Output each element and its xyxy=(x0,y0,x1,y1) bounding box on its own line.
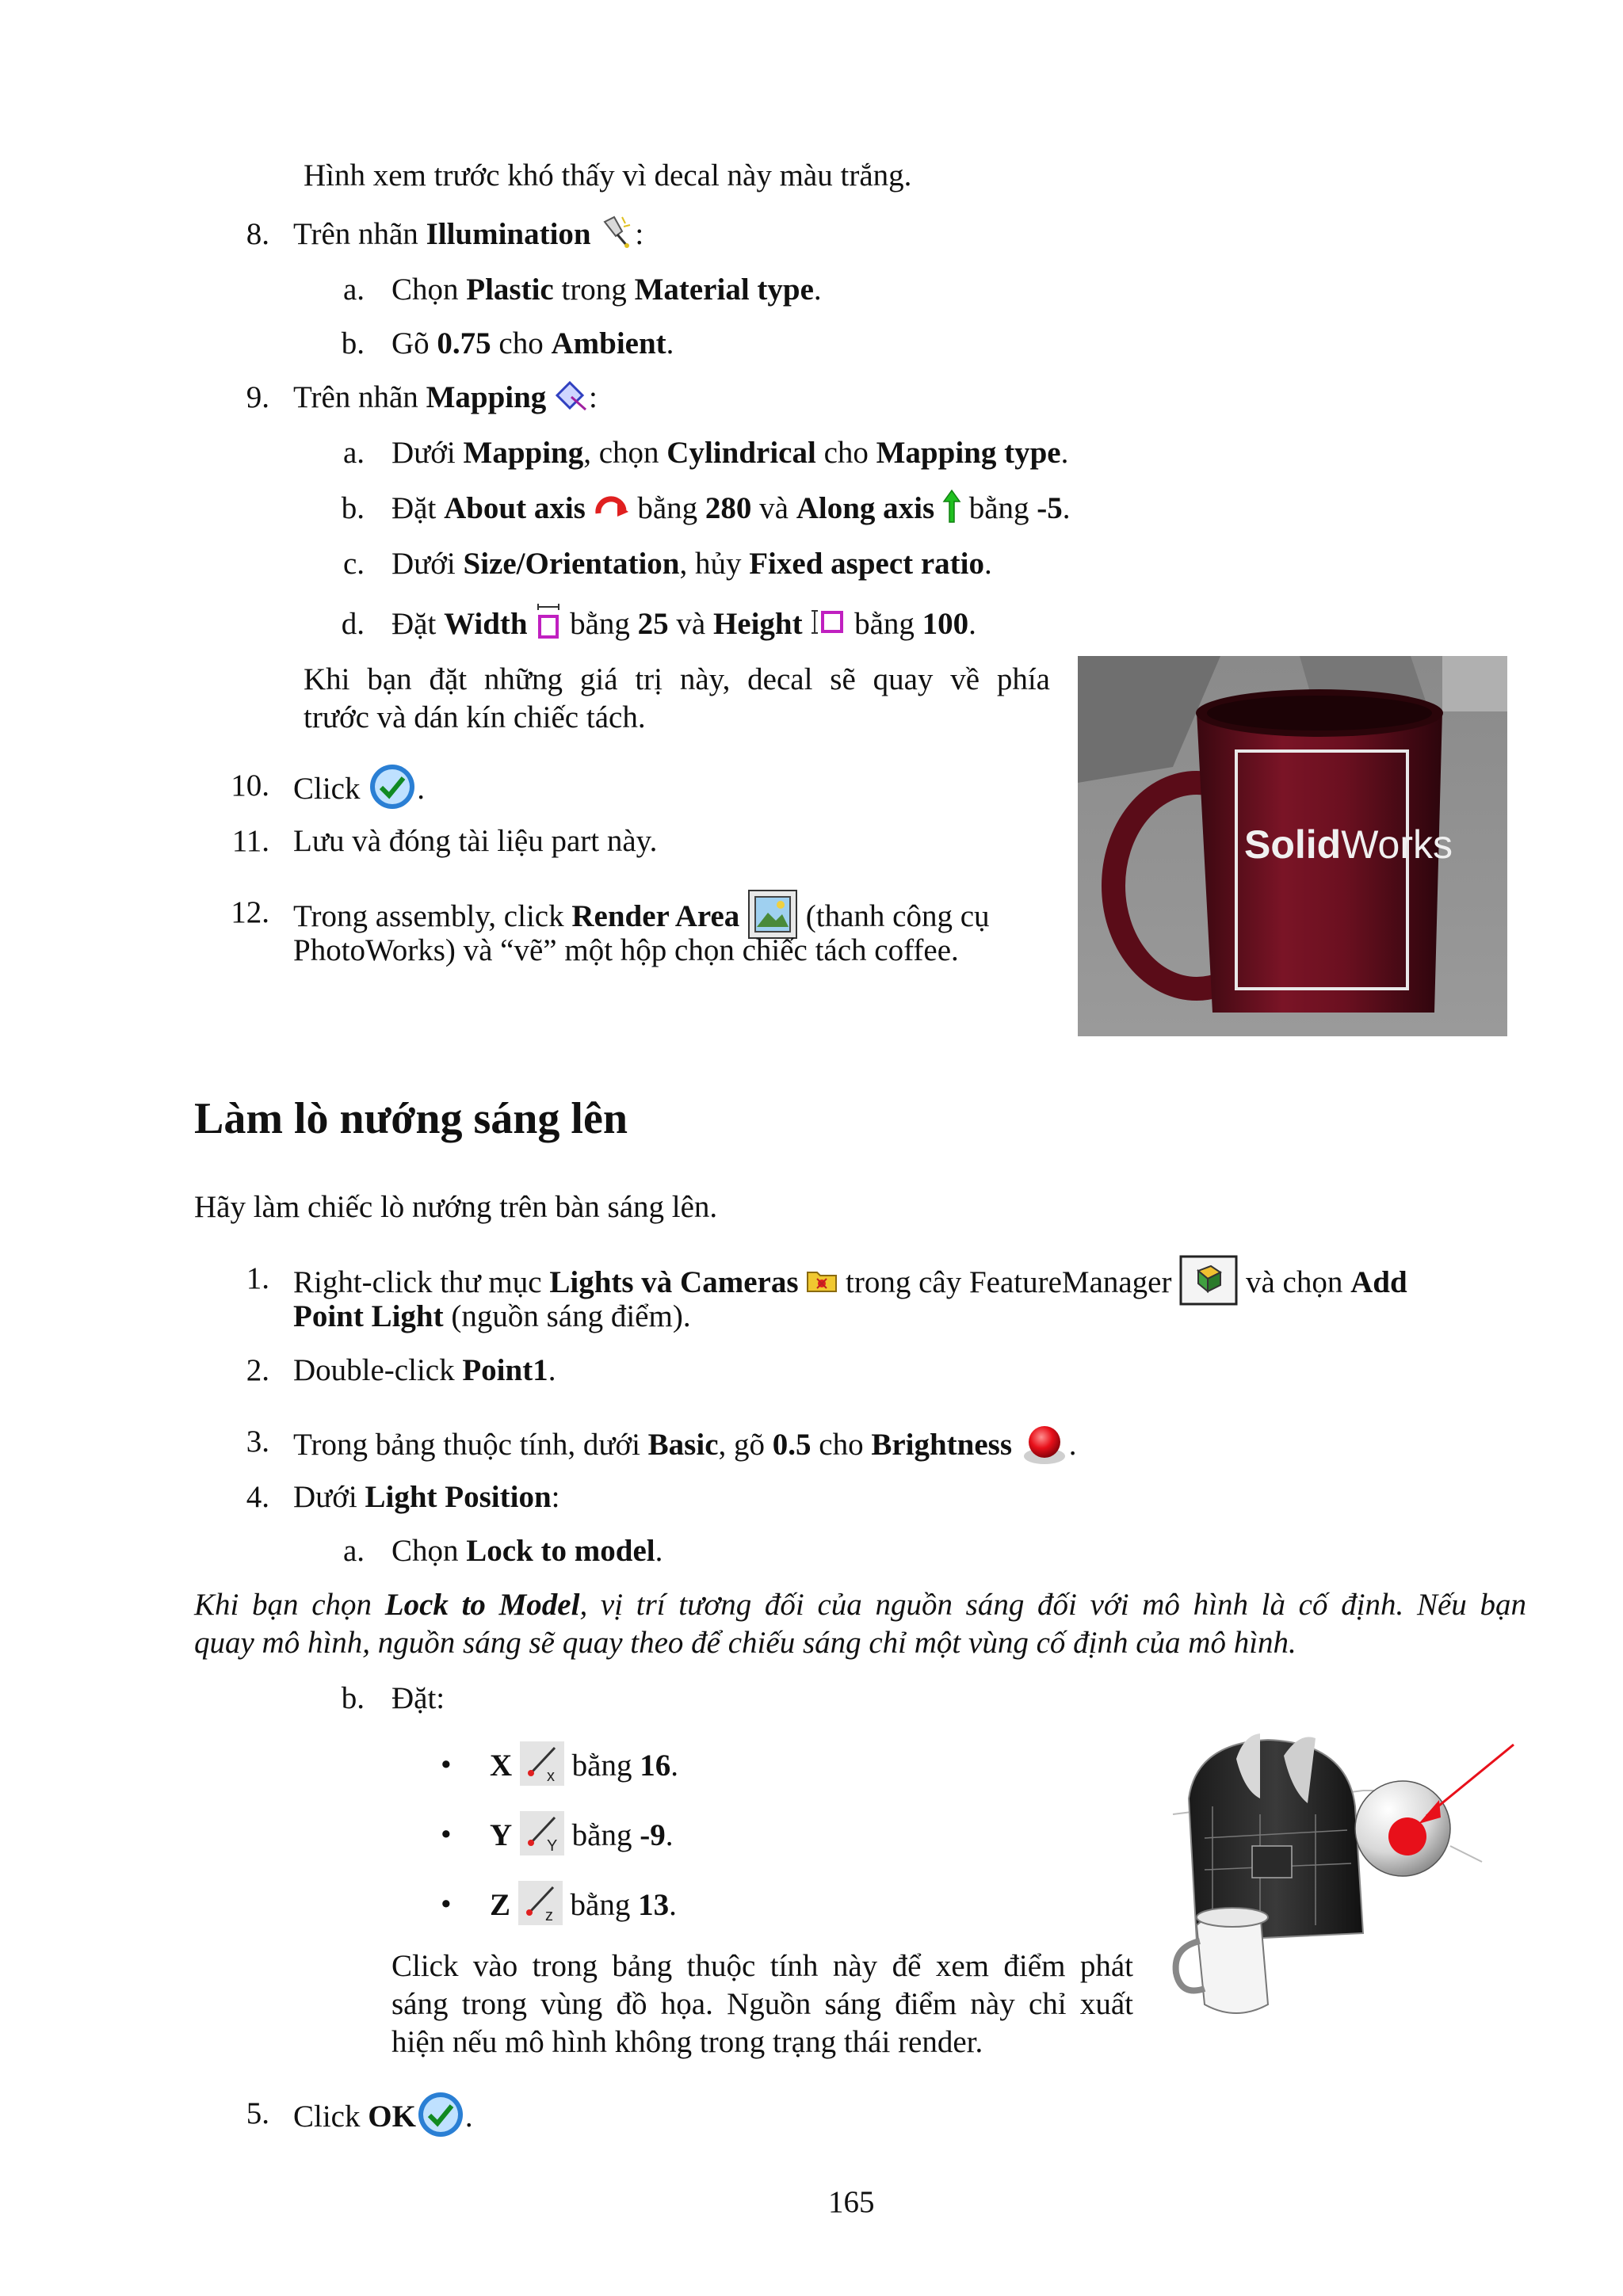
step-letter: b. xyxy=(341,326,365,360)
step-letter: b. xyxy=(341,491,365,525)
y-coordinate-icon xyxy=(520,1811,564,1855)
step-number: 10. xyxy=(231,769,269,803)
step-number: 11. xyxy=(231,824,269,858)
svg-text:Y: Y xyxy=(546,1837,558,1855)
step-8a: Chọn Plastic trong Material type. xyxy=(391,273,822,307)
step-letter: a. xyxy=(342,273,365,307)
step-t2: Double-click Point1. xyxy=(293,1353,556,1387)
coffee-mug-image xyxy=(1078,656,1507,1036)
step-9c: Dưới Size/Orientation, hủy Fixed aspect ratio. xyxy=(391,547,992,581)
width-icon xyxy=(535,602,562,642)
bullet-dot: • xyxy=(441,1817,452,1852)
bullet-dot: • xyxy=(441,1748,452,1782)
mapping-icon xyxy=(554,378,589,413)
bullet-x: X x bằng 16. xyxy=(490,1746,678,1791)
svg-text:z: z xyxy=(544,1907,553,1924)
step-9a: Dưới Mapping, chọn Cylindrical cho Mapping type. xyxy=(391,436,1069,470)
step-letter: d. xyxy=(341,607,365,641)
featuremanager-icon xyxy=(1179,1255,1238,1306)
paragraph-line: sáng trong vùng đồ họa. Nguồn sáng điểm này chỉ xuất xyxy=(391,1987,1133,2021)
step-t4: Dưới Light Position: xyxy=(293,1480,560,1514)
step-t1: Right-click thư mục Lights và Cameras trong cây FeatureManager và chọn Add xyxy=(293,1260,1526,1310)
step-t5: Click OK . xyxy=(293,2095,473,2144)
step-t1-line2: Point Light (nguồn sáng điểm). xyxy=(293,1299,691,1333)
step-t4a: Chọn Lock to model. xyxy=(391,1534,663,1568)
paragraph-line: Click vào trong bảng thuộc tính này để xem điểm phát xyxy=(391,1949,1133,1983)
step-8b: Gõ 0.75 cho Ambient. xyxy=(391,326,674,360)
step-number: 12. xyxy=(231,895,269,929)
step-number: 4. xyxy=(246,1480,269,1514)
step-letter: c. xyxy=(342,547,365,581)
intro-text: Hãy làm chiếc lò nướng trên bàn sáng lên. xyxy=(194,1190,718,1224)
svg-text:SolidWorks xyxy=(1244,822,1453,867)
step-number: 2. xyxy=(246,1353,269,1387)
step-number: 3. xyxy=(246,1425,269,1459)
page-number: 165 xyxy=(828,2185,875,2219)
step-12: Trong assembly, click Render Area (thanh công cụ xyxy=(293,894,990,944)
svg-text:x: x xyxy=(546,1768,555,1785)
step-t3: Trong bảng thuộc tính, dưới Basic, gõ 0.5 cho Brightness . xyxy=(293,1423,1077,1472)
ok-check-icon xyxy=(368,762,417,811)
ok-check-icon xyxy=(416,2090,465,2139)
lights-cameras-folder-icon xyxy=(806,1268,838,1293)
step-9b: Đặt About axis bằng 280 và Along axis bằng -5. xyxy=(391,490,1071,528)
step-number: 8. xyxy=(246,217,269,251)
italic-note-line2: quay mô hình, nguồn sáng sẽ quay theo để chiếu sáng chỉ một vùng cố định của mô hình. xyxy=(194,1626,1296,1660)
paragraph-line: Khi bạn đặt những giá trị này, decal sẽ quay về phía xyxy=(304,662,1050,696)
z-coordinate-icon xyxy=(518,1881,563,1925)
step-8: Trên nhãn Illumination : xyxy=(293,215,643,255)
about-axis-icon xyxy=(594,493,630,520)
step-number: 5. xyxy=(246,2096,269,2130)
height-icon xyxy=(810,606,846,638)
step-t4b: Đặt: xyxy=(391,1681,445,1715)
paragraph-line: hiện nếu mô hình không trong trạng thái render. xyxy=(391,2025,983,2059)
logo-part-a: Solid xyxy=(1244,822,1342,867)
bullet-y: Y Y bằng -9. xyxy=(490,1816,673,1860)
step-9d: Đặt Width bằng 25 và Height bằng 100. xyxy=(391,605,976,646)
step-number: 1. xyxy=(246,1261,269,1295)
x-coordinate-icon xyxy=(520,1741,564,1786)
brightness-icon xyxy=(1020,1418,1069,1467)
section-heading: Làm lò nướng sáng lên xyxy=(194,1094,628,1143)
toaster-light-image xyxy=(1165,1727,1522,2028)
step-11: Lưu và đóng tài liệu part này. xyxy=(293,824,658,858)
paragraph-line: trước và dán kín chiếc tách. xyxy=(304,700,646,734)
step-10: Click . xyxy=(293,767,425,816)
step-letter: a. xyxy=(342,436,365,470)
step-12-line2: PhotoWorks) và “vẽ” một hộp chọn chiếc tách coffee. xyxy=(293,933,959,967)
along-axis-icon xyxy=(942,489,961,524)
step-number: 9. xyxy=(246,380,269,414)
step-9: Trên nhãn Mapping : xyxy=(293,379,598,418)
illumination-icon xyxy=(598,214,635,250)
step-letter: b. xyxy=(341,1681,365,1715)
bullet-dot: • xyxy=(441,1887,452,1921)
step-letter: a. xyxy=(342,1534,365,1568)
logo-part-b: Works xyxy=(1341,822,1453,867)
note-text: Hình xem trước khó thấy vì decal này màu trắng. xyxy=(304,158,912,193)
bullet-z: Z z bằng 13. xyxy=(490,1886,677,1930)
italic-note: Khi bạn chọn Lock to Model, vị trí tương đối của nguồn sáng đối với mô hình là cố định. Nếu bạn xyxy=(194,1588,1526,1622)
